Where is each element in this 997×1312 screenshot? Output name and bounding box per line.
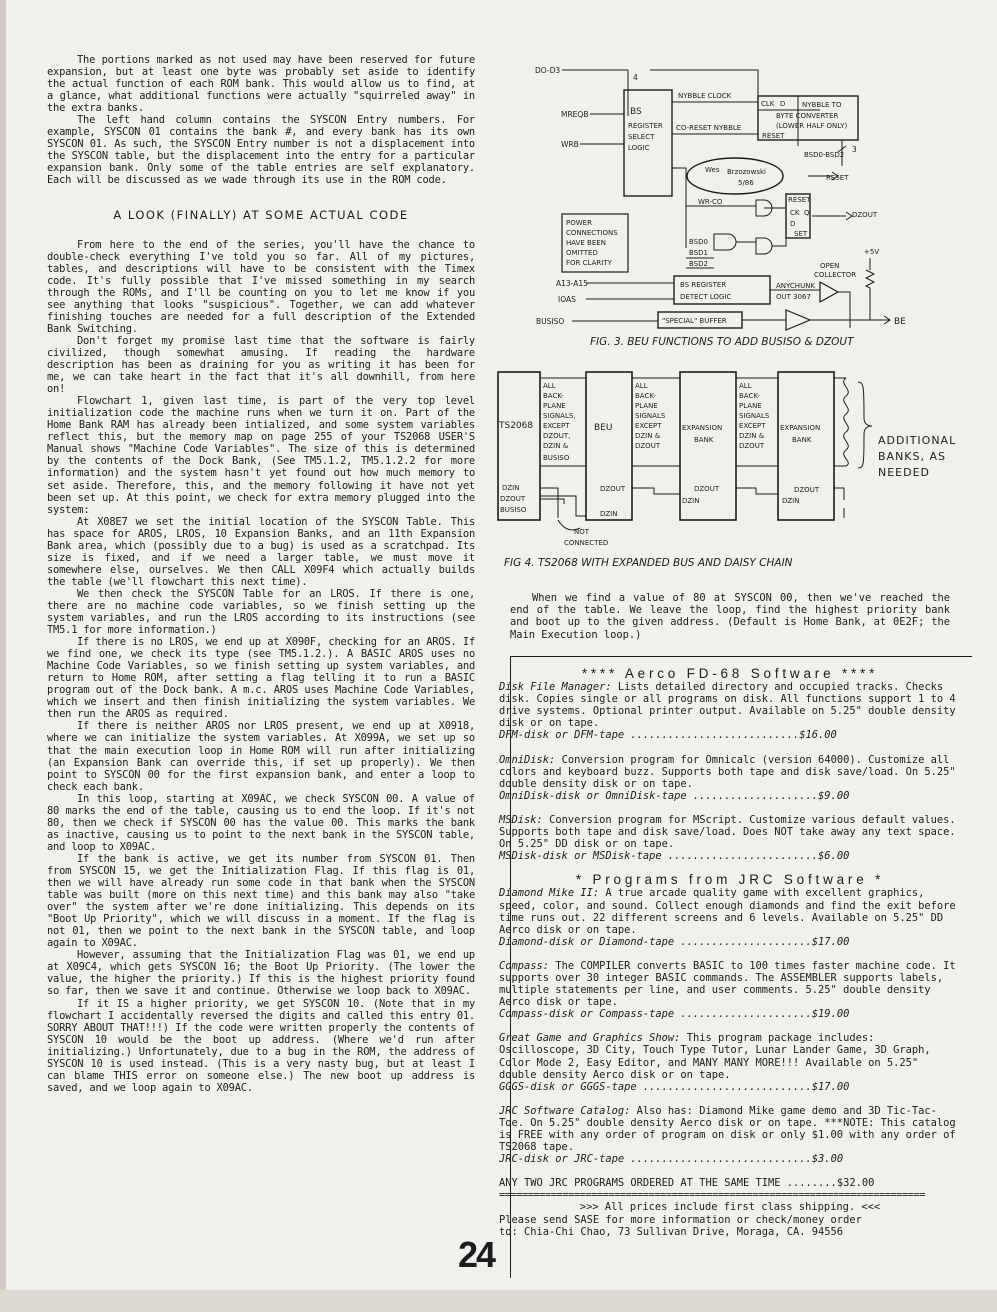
svg-text:4: 4 (633, 73, 638, 82)
svg-text:BANK: BANK (694, 436, 714, 444)
svg-text:CO-RESET NYBBLE: CO-RESET NYBBLE (676, 124, 742, 132)
article-column (47, 54, 475, 1094)
svg-text:DZIN: DZIN (600, 510, 618, 518)
svg-text:WR-CO: WR-CO (698, 198, 723, 206)
svg-text:TS2068: TS2068 (499, 421, 534, 431)
svg-text:SIGNALS,: SIGNALS, (543, 412, 576, 420)
svg-text:CLK: CLK (761, 100, 775, 108)
svg-text:BUSISO: BUSISO (543, 454, 570, 462)
signal-label: MREQB (561, 110, 589, 119)
svg-text:PLANE: PLANE (635, 402, 658, 410)
ad-item: Diamond Mike II: A true arcade quality game with excellent graphics, speed, color, and sound. Collect enough diamonds and find the exit before time runs out. 22 different screens and 6 levels. Available on 5.25" DD Aerco disk or on tape. Diamond-disk or Diamond-tape .....................$17.00 (499, 887, 956, 948)
article-paragraph: If there is no LROS, we end up at X090F, checking for an AROS. If we find one, we check its type (see TM5.1.2.). A BASIC AROS uses no Machine Code Variables, so we finish setting up system variables, and return to Home ROM, after setting a flag telling it to run a BASIC program out of the Dock bank. A m.c. AROS uses Machine Code Variables, which we insert and then finish initializing the system variables. We then run the AROS as required. (47, 636, 475, 721)
svg-text:BSD0: BSD0 (689, 238, 708, 246)
svg-text:SELECT: SELECT (628, 133, 655, 141)
svg-text:BACK-: BACK- (543, 392, 564, 400)
svg-text:SIGNALS: SIGNALS (739, 412, 770, 420)
svg-text:DZIN: DZIN (782, 497, 800, 505)
shipping-note: >>> All prices include first class shipping. <<< (579, 1201, 881, 1214)
svg-text:DZIN: DZIN (502, 484, 520, 492)
svg-text:BSD2: BSD2 (689, 260, 708, 268)
svg-text:Wes: Wes (705, 166, 720, 174)
section-heading: A LOOK (FINALLY) AT SOME ACTUAL CODE (113, 207, 409, 222)
svg-text:NYBBLE TO: NYBBLE TO (802, 101, 842, 109)
article-paragraph: The portions marked as not used may have been reserved for future expansion, but at least one byte was probably set aside to identify the actual function of each ROM bank. This would allow us to find, at a glance, what additional functions were actually "squirreled away" in the extra banks. (47, 54, 475, 115)
svg-text:BANK: BANK (792, 436, 812, 444)
svg-text:ALL: ALL (739, 382, 752, 390)
svg-text:NEEDED: NEEDED (878, 466, 931, 479)
article-paragraph: From here to the end of the series, you'll have the chance to double-check everything I've told you so far. All of my pictures, tables, and descriptions will have to be consistent with the Timex code. It's fully possible that I've missed something in my search through the ROMs, and I'll be counting on you to let me know if you see anything that looks "suspicious". Together, we can add whatever finishing touches are needed for a full description of the Extended Bank Switching. (47, 238, 475, 335)
article-paragraph: However, assuming that the Initialization Flag was 01, we end up at X09C4, which gets SYSCON 16; the Boot Up Priority. (The lower the value, the higher the priority.) If this is the highest priority found so far, then we save it and continue. Otherwise we loop back to X09AC. (47, 949, 475, 998)
ad-item: Disk File Manager: Lists detailed directory and occupied tracks. Checks disk. Copies single or all programs on disk. All functions support 1 to 4 drive systems. Optional printer output. Available on 5.25" double density disk or on tape. DFM-disk or DFM-tape ...........................$16.00 (499, 681, 956, 742)
svg-text:NYBBLE CLOCK: NYBBLE CLOCK (678, 92, 732, 100)
svg-text:OMITTED: OMITTED (566, 249, 598, 257)
svg-text:Q: Q (804, 209, 810, 217)
svg-text:CK: CK (790, 209, 800, 217)
fig3-beu-diagram (520, 58, 910, 353)
svg-text:3: 3 (852, 145, 857, 154)
svg-text:DZOUT,: DZOUT, (543, 432, 571, 440)
svg-text:POWER: POWER (566, 219, 592, 227)
svg-text:COLLECTOR: COLLECTOR (814, 271, 857, 279)
article-paragraph: Don't forget my promise last time that the software is fairly civilized, though somewhat amusing. If reading the hardware description has been as draining for you as writing it has been for me, we can take heart in the fact that it's all downhill, from here on! (47, 334, 475, 396)
signal-label: A13-A15 (556, 279, 588, 288)
article-paragraph: If it IS a higher priority, we get SYSCON 10. (Note that in my flowchart I accidentally reversed the digits and called this entry 01. SORRY ABOUT THAT!!!) If the code were written properly the contents of SYSCON 10 would be the boot up address. (Where we'd run after initializing.) Unfortunately, due to a bug in the ROM, the address of SYSCON 10 is used instead. (This is a very nasty bug, but at least I can blame THIS error on someone else.) The new boot up address is saved, and we loop again to X09AC. (47, 997, 475, 1094)
article-paragraph: If there is neither AROS nor LROS present, we end up at X0918, where we can initialize the system variables. At X099A, we set up so that the main execution loop in Home ROM will run after initializing (an Expansion Bank can override this, if set up properly). We then point to SYSCON 00 for the first expansion bank, and enter a loop to check each bank. (47, 720, 475, 793)
svg-text:PLANE: PLANE (739, 402, 762, 410)
svg-text:BE: BE (894, 317, 906, 327)
svg-text:SET: SET (794, 230, 808, 238)
ad-item: JRC Software Catalog: Also has: Diamond Mike game demo and 3D Tic-Tac-Toe. On 5.25" double density Aerco disk or on tape. ***NOTE: This catalog is FREE with any order of program on disk or only $1.00 with any order of TS2068 tape. JRC-disk or JRC-tape .............................$3.00 (499, 1104, 956, 1166)
contact-line: Please send SASE for more information or check/money order (499, 1213, 862, 1226)
svg-text:NOT: NOT (574, 528, 590, 536)
svg-text:BSD0-BSD2: BSD0-BSD2 (804, 151, 845, 159)
svg-text:FOR CLARITY: FOR CLARITY (566, 259, 612, 267)
svg-text:DZIN &: DZIN & (739, 432, 765, 440)
svg-text:ADDITIONAL: ADDITIONAL (878, 434, 957, 447)
fig4-daisy-chain-diagram (494, 368, 964, 573)
ad-item: MSDisk: Conversion program for MScript. Customize various default values. Supports both tape and disk save/load. Does NOT take away any text space. On 5.25" DD disk or on tape. MSDisk-disk or MSDisk-tape ........................$6.00 (499, 813, 956, 863)
article-paragraph: The left hand column contains the SYSCON Entry numbers. For example, SYSCON 01 contains the bank #, and every bank has its own SYSCON 01. As such, the SYSCON Entry number is not a displacement into the SYSCON table, but the displacement into the entry for a particular expansion bank. Only some of the table entries are self explanatory. Each will be discussed as we wade through its use in the ROM code. (47, 114, 475, 187)
svg-text:BS: BS (630, 107, 642, 117)
fig4-caption: FIG 4. TS2068 WITH EXPANDED BUS AND DAISY CHAIN (504, 557, 793, 569)
svg-text:BACK-: BACK- (635, 392, 656, 400)
aerco-title: **** Aerco FD-68 Software **** (581, 666, 879, 681)
svg-text:DZOUT: DZOUT (635, 442, 661, 450)
svg-text:DZOUT: DZOUT (739, 442, 765, 450)
svg-text:EXCEPT: EXCEPT (635, 422, 662, 430)
svg-text:D: D (790, 220, 796, 228)
software-ad (499, 662, 961, 1238)
signal-label: BUSISO (536, 317, 565, 326)
divider-rule: ========================================================================== (499, 1189, 925, 1202)
svg-text:EXCEPT: EXCEPT (543, 422, 570, 430)
svg-text:DZIN: DZIN (682, 497, 700, 505)
svg-text:EXCEPT: EXCEPT (739, 422, 766, 430)
article-paragraph-right: When we find a value of 80 at SYSCON 00, then we've reached the end of the table. We leave the loop, find the highest priority bank and boot up to the given address. (Default is Home Bank, at 0E2F; the Main Execution loop.) (510, 592, 950, 641)
svg-text:OPEN: OPEN (820, 262, 840, 270)
any-two-offer: ANY TWO JRC PROGRAMS ORDERED AT THE SAME TIME ........$32.00 (499, 1177, 875, 1190)
fig3-caption: FIG. 3. BEU FUNCTIONS TO ADD BUSISO & DZOUT (590, 336, 854, 348)
signal-label: DO-D3 (535, 66, 561, 75)
svg-text:BUSISO: BUSISO (500, 506, 527, 514)
svg-text:5/86: 5/86 (738, 179, 754, 187)
svg-text:BSD1: BSD1 (689, 249, 708, 257)
svg-text:(LOWER HALF ONLY): (LOWER HALF ONLY) (776, 122, 848, 130)
svg-text:RESET: RESET (762, 132, 785, 140)
page-number: 24 (458, 1234, 495, 1275)
svg-text:DZOUT: DZOUT (500, 495, 526, 503)
beu-box (586, 372, 632, 520)
svg-text:LOGIC: LOGIC (628, 144, 650, 152)
svg-text:DZOUT: DZOUT (694, 485, 720, 493)
svg-text:DZIN &: DZIN & (635, 432, 661, 440)
article-paragraph: We then check the SYSCON Table for an LROS. If there is one, there are no machine code variables, so we finish setting up the system variables, and run the LROS according to its instructions (see TM5.1 for more information.) (47, 587, 475, 637)
svg-text:EXPANSION: EXPANSION (682, 424, 723, 432)
svg-text:EXPANSION: EXPANSION (780, 424, 821, 432)
svg-text:DZOUT: DZOUT (794, 486, 820, 494)
svg-text:RESET: RESET (826, 174, 849, 182)
page-binding-edge (0, 0, 6, 1312)
svg-text:BS REGISTER: BS REGISTER (680, 281, 727, 289)
svg-text:OUT 3067: OUT 3067 (776, 293, 811, 301)
svg-text:DZOUT: DZOUT (600, 485, 626, 493)
article-paragraph: If the bank is active, we get its number from SYSCON 01. Then from SYSCON 15, we get the Initialization Flag. If this flag is 01, then we will have already run some code in that bank when the SYSCON table was built (more on this next time) and this bank may also "take over" the system after we're done initializing. This depends on its "Boot Up Priority", which we will discuss in a moment. If the flag is not 01, then we point to the next bank in the SYSCON table, and loop again to X09AC. (47, 852, 475, 950)
jrc-title: * Programs from JRC Software * (575, 872, 885, 888)
svg-text:BANKS, AS: BANKS, AS (878, 450, 946, 463)
svg-text:BEU: BEU (594, 423, 613, 433)
svg-text:D: D (780, 100, 786, 108)
signature-balloon (687, 158, 783, 194)
svg-text:Brzozowski: Brzozowski (727, 168, 766, 176)
article-paragraph: In this loop, starting at X09AC, we check SYSCON 00. A value of 80 marks the end of the table, causing us to end the loop. If it's not 80, then we check if SYSCON 00 has the value 00. This marks the bank as inactive, causing us to point to the next bank in the SYSCON table, and loop to X09AC. (47, 792, 475, 853)
svg-text:+5V: +5V (864, 248, 880, 256)
signal-label: WRB (561, 140, 579, 149)
bs-register-select-block (624, 90, 672, 196)
svg-text:SIGNALS: SIGNALS (635, 412, 666, 420)
svg-text:DZIN &: DZIN & (543, 442, 569, 450)
ad-item: Compass: The COMPILER converts BASIC to 100 times faster machine code. It supports over 30 integer BASIC commands. The ASSEMBLER supports labels, multiple statements per line, and user comments. 5.25" double density Aerco disk or tape. Compass-disk or Compass-tape .....................$19.00 (499, 959, 956, 1021)
svg-text:BYTE CONVERTER: BYTE CONVERTER (776, 112, 839, 120)
article-paragraph: Flowchart 1, given last time, is part of the very top level initialization code the machine runs when we turn it on. Part of the Home Bank RAM has already been intialized, and some system variables reflect this, but the memory map on page 255 of your TS2068 USER'S Manual shows "Machine Code Variables". The size of this is determined by the contents of the Dock Bank, (See TM5.1.2, TM5.1.2.2 for more information) and the system hasn't yet found out how much memory to set aside. Therefore, this, and the memory following it have not yet been set up. At this point, we check for extra memory plugged into the system: (47, 395, 475, 516)
address-line: to: Chia-Chi Chao, 73 Sullivan Drive, Moraga, CA. 94556 (499, 1225, 844, 1238)
svg-text:REGISTER: REGISTER (628, 122, 663, 130)
svg-text:RESET: RESET (788, 196, 811, 204)
article-paragraph: At X08E7 we set the initial location of the SYSCON Table. This has space for AROS, LROS, 10 Expansion Banks, and an 11th Expansion Bank area, which (possibly due to a bug) is used as a scratchpad. Its size is fixed, and if we need a larger table, we must move it somewhere else, ourselves. We then CALL X09F4 which actually builds the table (we'll flowchart this next time). (47, 515, 475, 588)
ad-item: Great Game and Graphics Show: This program package includes: Oscilloscope, 3D City, Touch Type Tutor, Lunar Lander Game, 3D Graph, Color Mode 2, Easy Editor, and MANY MANY MORE!!! Available on 5.25" double density Aerco disk or on tape. GGGS-disk or GGGS-tape ...........................$17.00 (499, 1032, 931, 1093)
svg-text:CONNECTIONS: CONNECTIONS (566, 229, 618, 237)
svg-text:ANYCHUNK: ANYCHUNK (776, 282, 816, 290)
svg-text:CONNECTED: CONNECTED (564, 539, 609, 547)
svg-text:BACK-: BACK- (739, 392, 760, 400)
svg-text:PLANE: PLANE (543, 402, 566, 410)
ad-item: OmniDisk: Conversion program for Omnicalc (version 64000). Customize all colors and keyboard buzz. Supports both tape and disk save/load. On 5.25" double density disk or on tape. OmniDisk-disk or OmniDisk-tape ....................$9.00 (499, 753, 956, 802)
signal-label: IOAS (558, 295, 576, 304)
svg-text:DZOUT: DZOUT (852, 211, 878, 219)
svg-text:ALL: ALL (635, 382, 648, 390)
page-bottom-edge (0, 1290, 997, 1312)
svg-text:ALL: ALL (543, 382, 556, 390)
svg-text:"SPECIAL" BUFFER: "SPECIAL" BUFFER (662, 317, 727, 325)
svg-text:HAVE BEEN: HAVE BEEN (566, 239, 606, 247)
svg-text:DETECT LOGIC: DETECT LOGIC (680, 293, 732, 301)
